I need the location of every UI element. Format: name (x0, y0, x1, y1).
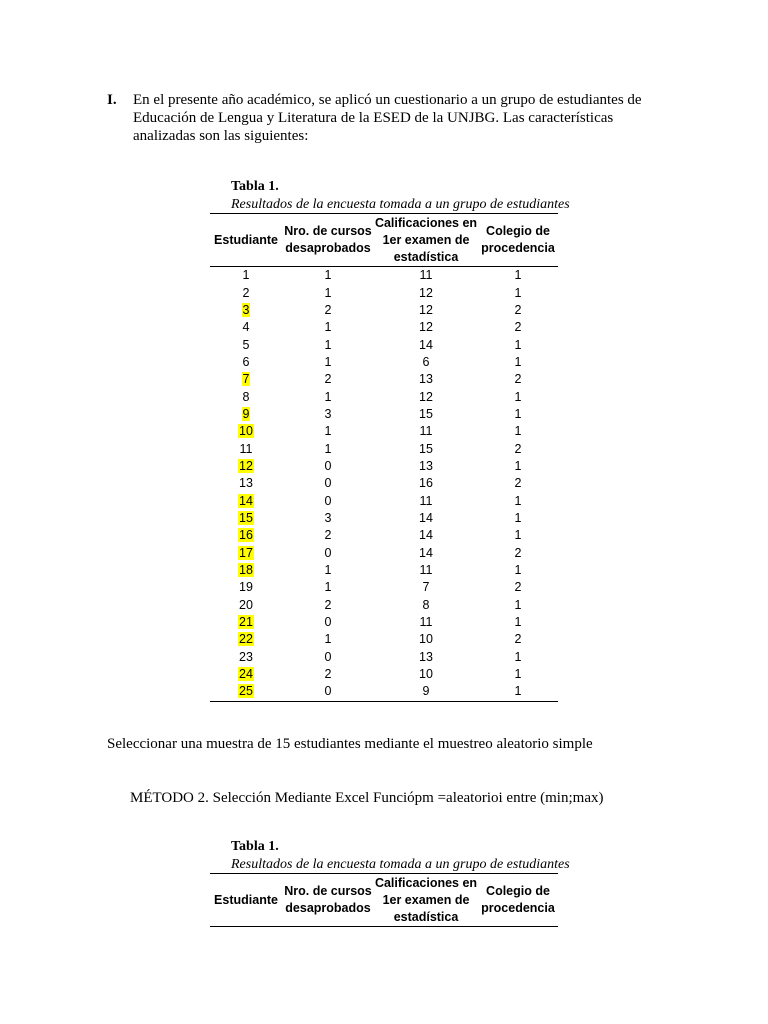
student-id: 17 (239, 545, 253, 560)
header-colegio: Colegio de procedencia (478, 214, 558, 267)
cell-colegio: 1 (514, 354, 522, 369)
table-row (210, 302, 558, 319)
cell-cursos: 1 (324, 441, 332, 456)
cell-estudiante (210, 631, 282, 648)
table-row (210, 545, 558, 562)
table-row (210, 284, 558, 301)
cell-cursos: 0 (324, 458, 332, 473)
cell-cursos: 2 (324, 597, 332, 612)
cell-estudiante (210, 545, 282, 562)
cell-colegio: 1 (514, 649, 522, 664)
header-calificaciones: Calificaciones en 1er examen de estadística (374, 874, 478, 927)
cell-cursos: 2 (324, 667, 332, 682)
student-id: 24 (239, 667, 253, 682)
cell-estudiante (210, 492, 282, 509)
student-id: 8 (242, 389, 250, 404)
student-id: 7 (242, 372, 250, 387)
cell-colegio: 2 (514, 320, 522, 335)
table-1-title: Tabla 1. (231, 179, 279, 194)
student-id: 20 (239, 597, 253, 612)
cell-colegio: 1 (514, 597, 522, 612)
cell-estudiante (210, 562, 282, 579)
cell-cursos: 3 (324, 510, 332, 525)
cell-colegio: 1 (514, 563, 522, 578)
cell-cursos: 0 (324, 476, 332, 491)
cell-cursos: 0 (324, 493, 332, 508)
table-1 (210, 213, 558, 702)
cell-colegio: 1 (514, 424, 522, 439)
cell-cursos: 0 (282, 683, 374, 701)
table-row (210, 614, 558, 631)
cell-cursos: 1 (324, 424, 332, 439)
cell-cursos: 1 (324, 268, 332, 283)
cell-nota: 16 (419, 476, 433, 491)
cell-nota: 15 (419, 441, 433, 456)
cell-estudiante (210, 666, 282, 683)
table-row (210, 510, 558, 527)
cell-estudiante (210, 527, 282, 544)
cell-nota: 11 (419, 268, 433, 283)
cell-colegio: 2 (514, 372, 522, 387)
cell-nota: 10 (419, 667, 433, 682)
intro-text: En el presente año académico, se aplicó un cuestionario a un grupo de estudiantes de Educación de Lengua y Literatura de la ESED de la UNJBG. Las características analizadas son las siguientes: (133, 92, 642, 144)
cell-colegio: 1 (514, 510, 522, 525)
table-2 (210, 873, 558, 927)
table-row (210, 579, 558, 596)
cell-cursos: 1 (324, 580, 332, 595)
cell-estudiante (210, 267, 282, 285)
table-1-header-row (210, 214, 558, 267)
instruction-text: Seleccionar una muestra de 15 estudiantes mediante el muestreo aleatorio simple (107, 736, 593, 752)
cell-estudiante (210, 579, 282, 596)
cell-estudiante (210, 388, 282, 405)
student-id: 16 (239, 528, 253, 543)
student-id: 19 (239, 580, 253, 595)
student-id: 10 (239, 424, 253, 439)
cell-nota: 12 (419, 320, 433, 335)
cell-cursos: 0 (324, 615, 332, 630)
student-id: 18 (239, 563, 253, 578)
cell-cursos: 2 (324, 302, 332, 317)
table-row (210, 354, 558, 371)
table-row (210, 631, 558, 648)
student-id: 12 (239, 458, 253, 473)
cell-cursos: 1 (324, 632, 332, 647)
student-id: 4 (242, 320, 250, 335)
cell-nota: 13 (419, 649, 433, 664)
student-id: 11 (239, 441, 253, 456)
table-row (210, 423, 558, 440)
cell-estudiante (210, 649, 282, 666)
student-id: 5 (242, 337, 250, 352)
table-1-body (210, 267, 558, 702)
cell-cursos: 2 (324, 528, 332, 543)
cell-colegio: 1 (514, 493, 522, 508)
cell-nota: 13 (419, 458, 433, 473)
table-row (210, 267, 558, 285)
cell-nota: 14 (419, 510, 433, 525)
header-calificaciones: Calificaciones en 1er examen de estadística (374, 214, 478, 267)
cell-nota: 8 (422, 597, 430, 612)
method-text: MÉTODO 2. Selección Mediante Excel Funciópm =aleatorioi entre (min;max) (130, 790, 604, 806)
header-estudiante: Estudiante (210, 874, 282, 927)
cell-colegio: 2 (514, 632, 522, 647)
cell-colegio: 1 (514, 285, 522, 300)
student-id: 14 (239, 493, 253, 508)
cell-nota: 11 (419, 615, 433, 630)
cell-colegio: 1 (514, 667, 522, 682)
table-row (210, 597, 558, 614)
cell-colegio: 2 (514, 545, 522, 560)
cell-nota: 12 (419, 302, 433, 317)
cell-estudiante (210, 683, 282, 701)
cell-nota: 11 (419, 563, 433, 578)
cell-nota: 6 (422, 354, 430, 369)
student-id: 9 (242, 406, 250, 421)
cell-colegio: 2 (514, 441, 522, 456)
cell-estudiante (210, 302, 282, 319)
cell-nota: 14 (419, 337, 433, 352)
student-id: 2 (242, 285, 250, 300)
cell-cursos: 3 (324, 406, 332, 421)
cell-nota: 11 (419, 424, 433, 439)
cell-colegio: 1 (514, 615, 522, 630)
cell-nota: 10 (419, 632, 433, 647)
cell-colegio: 1 (478, 683, 558, 701)
cell-estudiante (210, 354, 282, 371)
cell-nota: 12 (419, 389, 433, 404)
cell-estudiante (210, 440, 282, 457)
cell-estudiante (210, 406, 282, 423)
student-id: 13 (239, 476, 253, 491)
table-row (210, 458, 558, 475)
cell-nota: 13 (419, 372, 433, 387)
cell-cursos: 1 (324, 563, 332, 578)
student-id: 6 (242, 354, 250, 369)
cell-estudiante (210, 614, 282, 631)
student-id: 23 (239, 649, 253, 664)
cell-nota: 14 (419, 528, 433, 543)
cell-cursos: 2 (324, 372, 332, 387)
cell-cursos: 1 (324, 354, 332, 369)
cell-cursos: 1 (324, 389, 332, 404)
cell-colegio: 2 (514, 302, 522, 317)
cell-nota: 11 (419, 493, 433, 508)
cell-colegio: 1 (514, 337, 522, 352)
table-row (210, 475, 558, 492)
header-estudiante: Estudiante (210, 214, 282, 267)
cell-colegio: 2 (514, 580, 522, 595)
table-1-subtitle: Resultados de la encuesta tomada a un grupo de estudiantes (231, 197, 570, 212)
header-cursos: Nro. de cursos desaprobados (282, 874, 374, 927)
table-row (210, 440, 558, 457)
cell-colegio: 1 (514, 528, 522, 543)
cell-cursos: 1 (324, 320, 332, 335)
cell-nota: 12 (419, 285, 433, 300)
student-id: 3 (242, 302, 250, 317)
cell-nota: 14 (419, 545, 433, 560)
table-row (210, 406, 558, 423)
cell-colegio: 1 (514, 458, 522, 473)
student-id: 22 (239, 632, 253, 647)
cell-cursos: 0 (324, 649, 332, 664)
cell-cursos: 1 (324, 285, 332, 300)
table-row (210, 492, 558, 509)
table-row (210, 562, 558, 579)
cell-nota: 7 (422, 580, 430, 595)
student-id: 25 (239, 684, 253, 699)
cell-estudiante (210, 371, 282, 388)
cell-cursos: 0 (324, 545, 332, 560)
cell-estudiante (210, 336, 282, 353)
student-id: 21 (239, 615, 253, 630)
cell-estudiante (210, 597, 282, 614)
cell-colegio: 1 (514, 268, 522, 283)
table-row (210, 666, 558, 683)
cell-estudiante (210, 319, 282, 336)
table-row (210, 336, 558, 353)
table-row (210, 388, 558, 405)
table-2-title: Tabla 1. (231, 839, 279, 854)
table-row (210, 319, 558, 336)
cell-cursos: 1 (324, 337, 332, 352)
table-row (210, 649, 558, 666)
header-cursos: Nro. de cursos desaprobados (282, 214, 374, 267)
cell-estudiante (210, 458, 282, 475)
cell-estudiante (210, 423, 282, 440)
table-row (210, 371, 558, 388)
cell-colegio: 1 (514, 389, 522, 404)
table-2-header-row (210, 874, 558, 927)
cell-colegio: 1 (514, 406, 522, 421)
cell-estudiante (210, 510, 282, 527)
table-row (210, 683, 558, 701)
student-id: 1 (242, 268, 250, 283)
cell-nota: 9 (374, 683, 478, 701)
cell-estudiante (210, 475, 282, 492)
cell-estudiante (210, 284, 282, 301)
cell-nota: 15 (419, 406, 433, 421)
table-row (210, 527, 558, 544)
cell-colegio: 2 (514, 476, 522, 491)
section-number: I. (107, 92, 117, 108)
student-id: 15 (239, 510, 253, 525)
table-2-subtitle: Resultados de la encuesta tomada a un grupo de estudiantes (231, 857, 570, 872)
header-colegio: Colegio de procedencia (478, 874, 558, 927)
